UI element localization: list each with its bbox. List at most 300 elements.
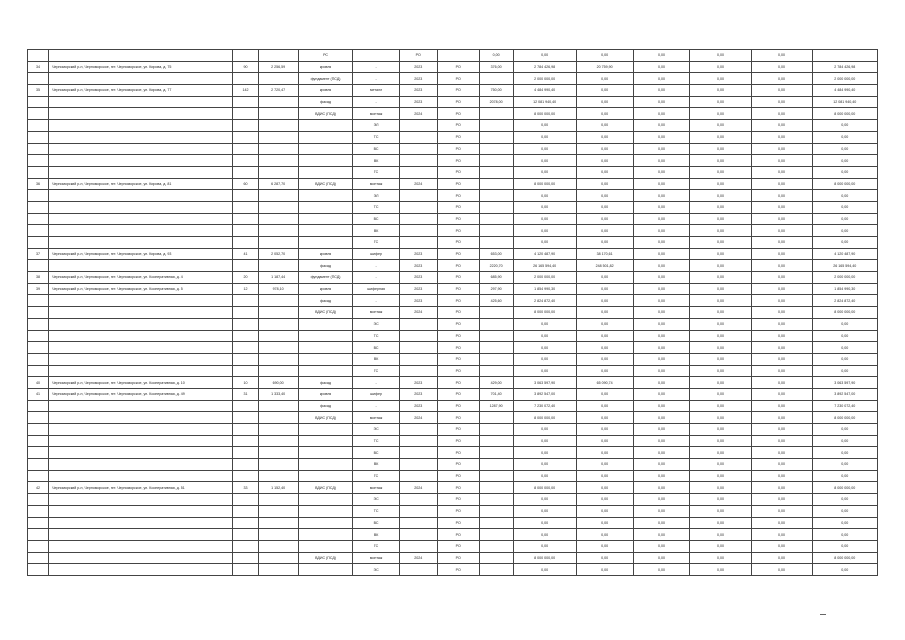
table-cell-c10: 0,00 xyxy=(576,482,633,494)
table-cell-c5: монтаж xyxy=(353,307,399,319)
table-cell-c3 xyxy=(258,330,298,342)
table-cell-c9: 0,00 xyxy=(513,190,576,202)
table-cell-c1 xyxy=(49,131,233,143)
table-cell-c1 xyxy=(49,342,233,354)
table-cell-c9: 0,00 xyxy=(513,494,576,506)
table-cell-c6: 2024 xyxy=(399,108,437,120)
table-row xyxy=(28,108,878,120)
table-cell-c9: 26 165 594,40 xyxy=(513,260,576,272)
table-cell-c13: 0,00 xyxy=(751,143,812,155)
table-cell-c2 xyxy=(233,190,258,202)
table-cell-c12: 0,00 xyxy=(690,435,751,447)
table-cell-c9: 3 063 597,90 xyxy=(513,377,576,389)
table-cell-c0 xyxy=(28,225,49,237)
table-cell-c2 xyxy=(233,96,258,108)
table-cell-c3 xyxy=(258,201,298,213)
table-cell-c7: РО xyxy=(437,470,479,482)
table-cell-c1 xyxy=(49,143,233,155)
table-cell-c11: 0,00 xyxy=(633,459,690,471)
table-cell-c5: монтаж xyxy=(353,552,399,564)
table-cell-c3 xyxy=(258,412,298,424)
table-cell-c12: 0,00 xyxy=(690,517,751,529)
table-cell-c7: РО xyxy=(437,178,479,190)
table-cell-c3: 1 333,40 xyxy=(258,388,298,400)
table-cell-c1: Черноморский р-н, Черноморское, пгт. Черноморское, ул. Кирова, д. 75 xyxy=(49,61,233,73)
table-cell-c12: 0,00 xyxy=(690,50,751,62)
table-cell-c2 xyxy=(233,494,258,506)
table-cell-c8: 701,40 xyxy=(479,388,513,400)
table-cell-c2: 142 xyxy=(233,85,258,97)
table-cell-c9: 4 120 487,90 xyxy=(513,248,576,260)
table-cell-c9: 0,00 xyxy=(513,237,576,249)
table-cell-c6: 2023 xyxy=(399,260,437,272)
table-cell-c14: 0,00 xyxy=(812,494,877,506)
table-cell-c12: 0,00 xyxy=(690,131,751,143)
table-cell-c7: РО xyxy=(437,248,479,260)
table-cell-c13: 0,00 xyxy=(751,505,812,517)
table-cell-c14: 0,00 xyxy=(812,190,877,202)
table-cell-c2 xyxy=(233,108,258,120)
table-row xyxy=(28,388,878,400)
table-cell-c14: 0,00 xyxy=(812,342,877,354)
table-cell-c6: 2023 xyxy=(399,400,437,412)
table-cell-c1 xyxy=(49,295,233,307)
table-cell-c13: 0,00 xyxy=(751,365,812,377)
table-cell-c0: 37 xyxy=(28,248,49,260)
table-cell-c10: 0,00 xyxy=(576,178,633,190)
table-cell-c11: 0,00 xyxy=(633,213,690,225)
table-cell-c14: 0,00 xyxy=(812,155,877,167)
table-cell-c2: 12 xyxy=(233,283,258,295)
table-cell-c12: 0,00 xyxy=(690,564,751,576)
table-cell-c3 xyxy=(258,131,298,143)
table-cell-c8: 429,00 xyxy=(479,377,513,389)
table-cell-c6 xyxy=(399,190,437,202)
table-cell-c9: 0,00 xyxy=(513,342,576,354)
table-cell-c2 xyxy=(233,73,258,85)
table-cell-c7: РО xyxy=(437,131,479,143)
table-cell-c3 xyxy=(258,96,298,108)
table-row xyxy=(28,96,878,108)
table-cell-c2 xyxy=(233,330,258,342)
table-cell-c11: 0,00 xyxy=(633,388,690,400)
table-cell-c8: 297,90 xyxy=(479,283,513,295)
table-cell-c13: 0,00 xyxy=(751,61,812,73)
table-cell-c10: 0,00 xyxy=(576,447,633,459)
table-cell-c0: 40 xyxy=(28,377,49,389)
table-cell-c2 xyxy=(233,529,258,541)
table-cell-c9: 3 892 547,00 xyxy=(513,388,576,400)
table-cell-c10: 0,00 xyxy=(576,529,633,541)
table-cell-c2: 60 xyxy=(233,178,258,190)
table-cell-c11: 0,00 xyxy=(633,353,690,365)
table-cell-c9: 0,00 xyxy=(513,365,576,377)
table-cell-c3 xyxy=(258,365,298,377)
table-cell-c0 xyxy=(28,143,49,155)
table-cell-c10: 0,00 xyxy=(576,73,633,85)
table-cell-c14: 0,00 xyxy=(812,564,877,576)
table-cell-c8: 376,00 xyxy=(479,61,513,73)
table-cell-c2 xyxy=(233,307,258,319)
table-cell-c10: 0,00 xyxy=(576,365,633,377)
table-cell-c8 xyxy=(479,470,513,482)
table-cell-c14: 0,00 xyxy=(812,435,877,447)
table-cell-c0 xyxy=(28,318,49,330)
table-cell-c1 xyxy=(49,155,233,167)
table-cell-c5: ЭЛ xyxy=(353,190,399,202)
table-cell-c8: 425,60 xyxy=(479,295,513,307)
table-cell-c6 xyxy=(399,459,437,471)
table-cell-c4: кровля xyxy=(298,388,353,400)
table-cell-c12: 0,00 xyxy=(690,342,751,354)
table-cell-c10: 0,00 xyxy=(576,552,633,564)
table-cell-c0 xyxy=(28,459,49,471)
table-cell-c12: 0,00 xyxy=(690,248,751,260)
table-cell-c0 xyxy=(28,400,49,412)
table-cell-c9: 0,00 xyxy=(513,166,576,178)
table-cell-c11: 0,00 xyxy=(633,272,690,284)
table-cell-c2 xyxy=(233,353,258,365)
table-cell-c9: 0,00 xyxy=(513,517,576,529)
table-cell-c14: 0,00 xyxy=(812,459,877,471)
table-cell-c0 xyxy=(28,73,49,85)
table-cell-c1 xyxy=(49,470,233,482)
table-cell-c8: 750,00 xyxy=(479,85,513,97)
table-cell-c1 xyxy=(49,447,233,459)
table-cell-c5: - xyxy=(353,272,399,284)
table-cell-c11: 0,00 xyxy=(633,155,690,167)
table-cell-c8 xyxy=(479,330,513,342)
table-cell-c2 xyxy=(233,225,258,237)
table-cell-c8 xyxy=(479,412,513,424)
table-cell-c3 xyxy=(258,307,298,319)
table-cell-c10: 0,00 xyxy=(576,143,633,155)
table-cell-c6: 2024 xyxy=(399,178,437,190)
table-cell-c0: 36 xyxy=(28,178,49,190)
table-cell-c12: 0,00 xyxy=(690,85,751,97)
table-cell-c4: ВДИС (ПСД) xyxy=(298,552,353,564)
table-cell-c9: 0,00 xyxy=(513,131,576,143)
table-cell-c7: РО xyxy=(437,201,479,213)
table-cell-c6: 2023 xyxy=(399,377,437,389)
table-cell-c3 xyxy=(258,529,298,541)
table-cell-c11: 0,00 xyxy=(633,529,690,541)
table-cell-c10: 0,00 xyxy=(576,435,633,447)
table-cell-c4: фасад xyxy=(298,295,353,307)
page-mark xyxy=(820,614,826,615)
table-cell-c10: 0,00 xyxy=(576,120,633,132)
table-cell-c14: 4 120 487,90 xyxy=(812,248,877,260)
table-cell-c8 xyxy=(479,552,513,564)
table-cell-c12: 0,00 xyxy=(690,540,751,552)
table-cell-c14: 0,00 xyxy=(812,505,877,517)
table-cell-c5: монтаж xyxy=(353,178,399,190)
table-cell-c6 xyxy=(399,131,437,143)
table-cell-c10: 0,00 xyxy=(576,505,633,517)
table-cell-c11: 0,00 xyxy=(633,377,690,389)
table-cell-c7: РО xyxy=(437,377,479,389)
table-cell-c13: 0,00 xyxy=(751,494,812,506)
table-cell-c0: 35 xyxy=(28,85,49,97)
table-cell-c1 xyxy=(49,365,233,377)
table-cell-c1 xyxy=(49,213,233,225)
table-cell-c8 xyxy=(479,166,513,178)
table-cell-c3 xyxy=(258,318,298,330)
table-cell-c9: 0,00 xyxy=(513,447,576,459)
table-cell-c1: Черноморский р-н, Черноморское, пгт. Черноморское, ул. Кирова, д. 93 xyxy=(49,248,233,260)
table-cell-c5: ЭЛ xyxy=(353,120,399,132)
table-cell-c4: ВДИС (ПСД) xyxy=(298,108,353,120)
table-cell-c13: 0,00 xyxy=(751,108,812,120)
table-cell-c13: 0,00 xyxy=(751,412,812,424)
table-cell-c4 xyxy=(298,166,353,178)
table-cell-c10: 0,00 xyxy=(576,85,633,97)
table-cell-c4 xyxy=(298,459,353,471)
table-cell-c11: 0,00 xyxy=(633,517,690,529)
table-cell-c5: - xyxy=(353,73,399,85)
table-cell-c3 xyxy=(258,540,298,552)
table-cell-c10: 38 170,61 xyxy=(576,248,633,260)
table-cell-c9: 8 000 000,00 xyxy=(513,412,576,424)
table-cell-c1 xyxy=(49,108,233,120)
table-cell-c8 xyxy=(479,237,513,249)
table-cell-c13: 0,00 xyxy=(751,85,812,97)
table-cell-c6 xyxy=(399,564,437,576)
table-cell-c2 xyxy=(233,50,258,62)
table-cell-c5: ВС xyxy=(353,447,399,459)
table-cell-c10: 0,00 xyxy=(576,388,633,400)
table-cell-c7: РО xyxy=(437,517,479,529)
table-cell-c6 xyxy=(399,540,437,552)
table-cell-c7: РО xyxy=(437,412,479,424)
table-cell-c10: 65 090,74 xyxy=(576,377,633,389)
table-cell-c2 xyxy=(233,447,258,459)
table-cell-c10: 0,00 xyxy=(576,295,633,307)
table-cell-c7: РО xyxy=(437,73,479,85)
table-cell-c4: фундамент (ПСД) xyxy=(298,272,353,284)
table-cell-c0 xyxy=(28,237,49,249)
table-cell-c9: 8 000 000,00 xyxy=(513,108,576,120)
table-row xyxy=(28,342,878,354)
table-cell-c14: 0,00 xyxy=(812,517,877,529)
table-row xyxy=(28,190,878,202)
table-cell-c3 xyxy=(258,108,298,120)
table-cell-c0 xyxy=(28,494,49,506)
table-cell-c4 xyxy=(298,494,353,506)
table-cell-c3: 2 720,47 xyxy=(258,85,298,97)
table-cell-c1 xyxy=(49,400,233,412)
table-cell-c14 xyxy=(812,50,877,62)
table-cell-c8 xyxy=(479,424,513,436)
table-cell-c13: 0,00 xyxy=(751,50,812,62)
table-row xyxy=(28,564,878,576)
table-cell-c9: 2 824 872,40 xyxy=(513,295,576,307)
table-cell-c0 xyxy=(28,260,49,272)
table-cell-c12: 0,00 xyxy=(690,201,751,213)
table-cell-c9: 0,00 xyxy=(513,213,576,225)
table-cell-c6 xyxy=(399,155,437,167)
table-cell-c1 xyxy=(49,201,233,213)
table-cell-c3 xyxy=(258,120,298,132)
table-cell-c5: ГС xyxy=(353,237,399,249)
table-cell-c6 xyxy=(399,435,437,447)
table-cell-c10: 0,00 xyxy=(576,494,633,506)
table-cell-c11: 0,00 xyxy=(633,564,690,576)
table-cell-c14: 8 000 000,00 xyxy=(812,412,877,424)
table-cell-c4 xyxy=(298,201,353,213)
table-cell-c9: 0,00 xyxy=(513,330,576,342)
table-cell-c11: 0,00 xyxy=(633,96,690,108)
table-cell-c11: 0,00 xyxy=(633,85,690,97)
table-row xyxy=(28,470,878,482)
table-cell-c4: ВДИС (ПСД) xyxy=(298,482,353,494)
table-cell-c2 xyxy=(233,552,258,564)
table-cell-c4: ВДИС (ПСД) xyxy=(298,412,353,424)
table-cell-c0 xyxy=(28,120,49,132)
table-cell-c11: 0,00 xyxy=(633,131,690,143)
table-cell-c2 xyxy=(233,400,258,412)
table-cell-c8 xyxy=(479,529,513,541)
table-cell-c7: РО xyxy=(437,435,479,447)
table-cell-c6: 2023 xyxy=(399,388,437,400)
table-cell-c13: 0,00 xyxy=(751,260,812,272)
table-cell-c12: 0,00 xyxy=(690,470,751,482)
table-cell-c12: 0,00 xyxy=(690,529,751,541)
table-cell-c12: 0,00 xyxy=(690,96,751,108)
table-cell-c6: 2024 xyxy=(399,412,437,424)
table-cell-c12: 0,00 xyxy=(690,505,751,517)
table-cell-c4: фундамент (ПСД) xyxy=(298,73,353,85)
table-cell-c6 xyxy=(399,318,437,330)
table-cell-c6: 2023 xyxy=(399,283,437,295)
table-cell-c3 xyxy=(258,447,298,459)
table-cell-c14: 0,00 xyxy=(812,143,877,155)
table-cell-c1: Черноморский р-н, Черноморское, пгт. Черноморское, ул. Кооперативная, д. 4 xyxy=(49,272,233,284)
table-cell-c3 xyxy=(258,50,298,62)
table-row xyxy=(28,201,878,213)
table-cell-c7: РО xyxy=(437,108,479,120)
table-row xyxy=(28,552,878,564)
table-cell-c13: 0,00 xyxy=(751,190,812,202)
table-cell-c10: 0,00 xyxy=(576,166,633,178)
table-cell-c7: РО xyxy=(437,120,479,132)
table-cell-c6: 2023 xyxy=(399,73,437,85)
table-cell-c13: 0,00 xyxy=(751,225,812,237)
table-cell-c5: ВК xyxy=(353,459,399,471)
table-cell-c10: 0,00 xyxy=(576,459,633,471)
table-cell-c9: 12 081 940,40 xyxy=(513,96,576,108)
table-cell-c3: 6 287,70 xyxy=(258,178,298,190)
table-cell-c6 xyxy=(399,424,437,436)
table-cell-c0 xyxy=(28,307,49,319)
table-cell-c1 xyxy=(49,517,233,529)
table-cell-c3 xyxy=(258,213,298,225)
table-cell-c3 xyxy=(258,237,298,249)
table-cell-c7: РО xyxy=(437,330,479,342)
table-row xyxy=(28,318,878,330)
table-cell-c12: 0,00 xyxy=(690,272,751,284)
table-cell-c2: 10 xyxy=(233,377,258,389)
table-cell-c10: 0,00 xyxy=(576,400,633,412)
table-cell-c14: 26 165 594,40 xyxy=(812,260,877,272)
table-cell-c11: 0,00 xyxy=(633,424,690,436)
table-row xyxy=(28,225,878,237)
table-cell-c8 xyxy=(479,120,513,132)
table-cell-c7: РО xyxy=(437,564,479,576)
table-cell-c10: 20 759,90 xyxy=(576,61,633,73)
table-cell-c3: 2 256,59 xyxy=(258,61,298,73)
table-cell-c4 xyxy=(298,564,353,576)
table-row xyxy=(28,505,878,517)
table-cell-c12: 0,00 xyxy=(690,143,751,155)
table-cell-c4: фасад xyxy=(298,377,353,389)
table-cell-c6: 2023 xyxy=(399,96,437,108)
table-cell-c4 xyxy=(298,120,353,132)
table-cell-c6: 2024 xyxy=(399,307,437,319)
table-cell-c4 xyxy=(298,330,353,342)
table-cell-c10: 0,00 xyxy=(576,353,633,365)
table-cell-c12: 0,00 xyxy=(690,307,751,319)
table-cell-c6 xyxy=(399,330,437,342)
table-cell-c5: ВК xyxy=(353,529,399,541)
table-cell-c4 xyxy=(298,505,353,517)
table-cell-c13: 0,00 xyxy=(751,272,812,284)
table-cell-c8 xyxy=(479,517,513,529)
table-cell-c14: 0,00 xyxy=(812,237,877,249)
table-cell-c2 xyxy=(233,143,258,155)
table-cell-c14: 0,00 xyxy=(812,365,877,377)
table-row xyxy=(28,260,878,272)
table-cell-c3 xyxy=(258,494,298,506)
table-cell-c3 xyxy=(258,470,298,482)
table-cell-c2 xyxy=(233,412,258,424)
table-row xyxy=(28,213,878,225)
table-cell-c2 xyxy=(233,155,258,167)
table-cell-c0 xyxy=(28,330,49,342)
table-row xyxy=(28,482,878,494)
table-cell-c2 xyxy=(233,318,258,330)
table-cell-c14: 8 000 000,00 xyxy=(812,307,877,319)
table-cell-c14: 8 000 000,00 xyxy=(812,108,877,120)
table-cell-c7: РО xyxy=(437,155,479,167)
table-cell-c4 xyxy=(298,470,353,482)
table-cell-c5: ВК xyxy=(353,225,399,237)
table-cell-c0 xyxy=(28,447,49,459)
table-cell-c8 xyxy=(479,435,513,447)
table-cell-c10: 0,00 xyxy=(576,470,633,482)
table-cell-c7: РО xyxy=(437,307,479,319)
table-cell-c6 xyxy=(399,447,437,459)
table-cell-c12: 0,00 xyxy=(690,552,751,564)
table-cell-c14: 8 000 000,00 xyxy=(812,482,877,494)
table-cell-c13: 0,00 xyxy=(751,529,812,541)
table-cell-c4: кровля xyxy=(298,283,353,295)
table-row xyxy=(28,365,878,377)
table-cell-c6: РО xyxy=(399,50,437,62)
table-cell-c0 xyxy=(28,50,49,62)
table-cell-c10: 0,00 xyxy=(576,108,633,120)
table-cell-c6 xyxy=(399,225,437,237)
table-cell-c3 xyxy=(258,564,298,576)
table-cell-c1: Черноморский р-н, Черноморское, пгт. Черноморское, ул. Кирова, д. 81 xyxy=(49,178,233,190)
table-cell-c8 xyxy=(479,353,513,365)
table-cell-c5: - xyxy=(353,96,399,108)
table-row xyxy=(28,50,878,62)
table-cell-c0: 41 xyxy=(28,388,49,400)
table-cell-c10: 0,00 xyxy=(576,96,633,108)
table-cell-c9: 0,00 xyxy=(513,225,576,237)
table-cell-c13: 0,00 xyxy=(751,482,812,494)
